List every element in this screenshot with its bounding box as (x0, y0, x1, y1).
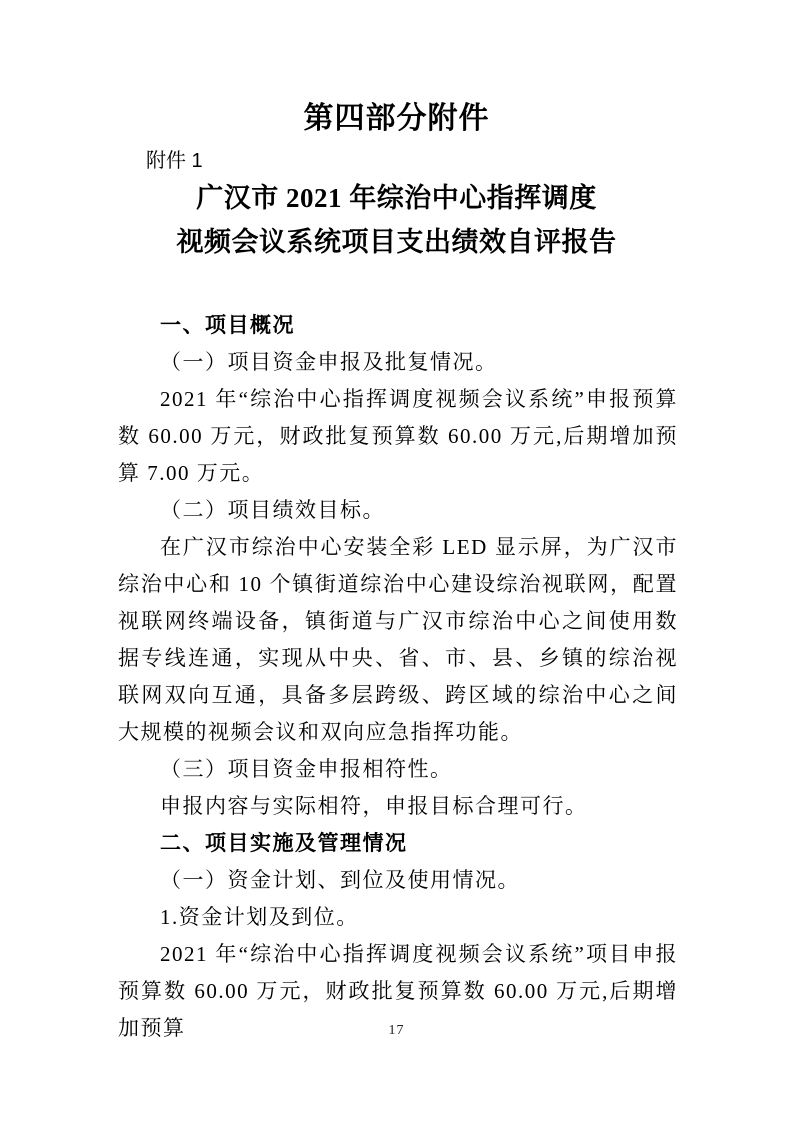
paragraph-performance-goal: 在广汉市综治中心安装全彩 LED 显示屏，为广汉市综治中心和 10 个镇街道综治中心建设综治视联网，配置视联网终端设备，镇街道与广汉市综治中心之间使用数据专线连通，实现从中央、省、市、县、乡镇的综治视联网双向互通，具备多层跨级、跨区域的综治中心之间大规模的视频会议和双向应急指挥功能。 (118, 535, 678, 744)
report-title-line1: 广汉市 2021 年综治中心指挥调度 (196, 183, 597, 213)
report-title (0, 176, 793, 264)
section-heading-2: 二、项目实施及管理情况 (160, 832, 408, 855)
paragraph-fund-plan: 2021 年“综治中心指挥调度视频会议系统”项目申报预算数 60.00 万元，财政批复预算数 60.00 万元,后期增加预算 (118, 942, 678, 1040)
paragraph-conformity: 申报内容与实际相符，申报目标合理可行。 (160, 794, 588, 818)
numbered-item-1: 1.资金计划及到位。 (160, 905, 359, 929)
report-title-line2: 视频会议系统项目支出绩效自评报告 (176, 227, 617, 257)
page-number: 17 (388, 1023, 405, 1038)
document-body (118, 307, 678, 1047)
section-heading-1: 一、项目概况 (160, 314, 295, 337)
sub-heading-1-1: （一）项目资金申报及批复情况。 (160, 350, 498, 374)
part-title: 第四部分附件 (303, 102, 490, 135)
sub-heading-1-2: （二）项目绩效目标。 (160, 498, 385, 522)
sub-heading-1-3: （三）项目资金申报相符性。 (160, 757, 453, 781)
sub-heading-2-1: （一）资金计划、到位及使用情况。 (160, 868, 520, 892)
attachment-label: 附件 1 (146, 150, 203, 172)
paragraph-budget-overview: 2021 年“综治中心指挥调度视频会议系统”申报预算数 60.00 万元，财政批复预算数 60.00 万元,后期增加预算 7.00 万元。 (118, 387, 678, 485)
